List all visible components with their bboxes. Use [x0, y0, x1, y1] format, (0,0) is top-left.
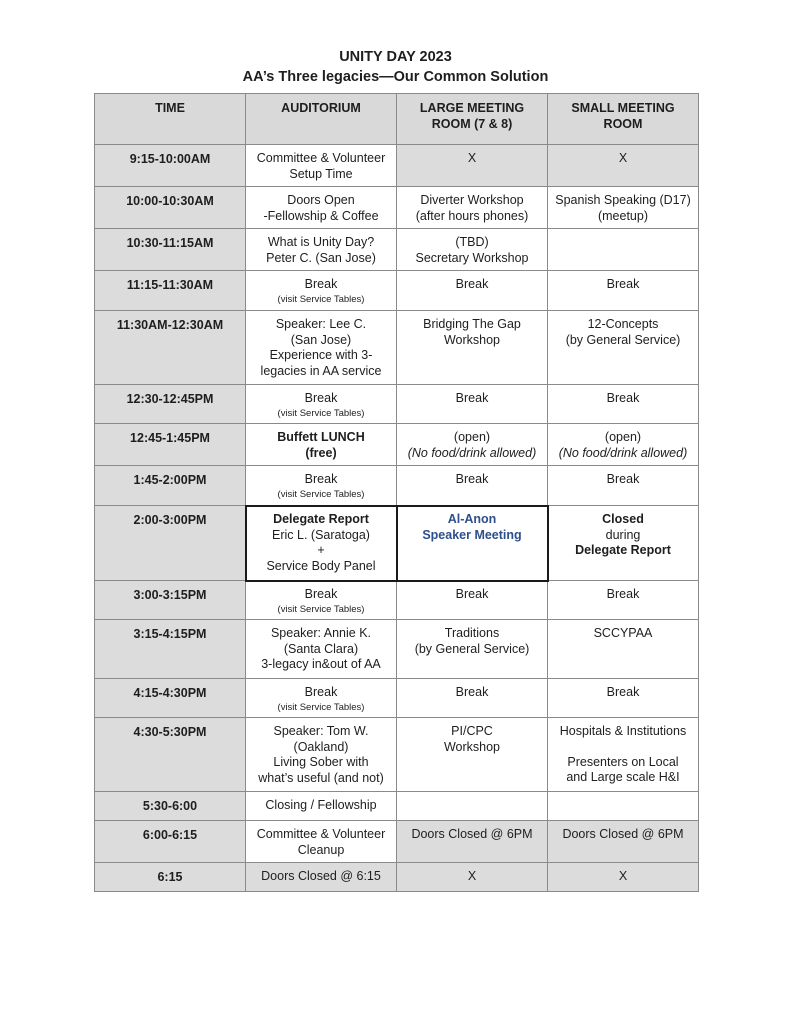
cell-line: What is Unity Day? [267, 235, 375, 249]
small-room-cell [548, 620, 699, 679]
cell-line: Break [455, 587, 489, 601]
service-tables-note: (visit Service Tables) [277, 488, 365, 500]
auditorium-cell [246, 863, 397, 892]
cell-line: Delegate Report [575, 543, 671, 557]
cell-line: Closed [602, 512, 644, 526]
small-room-cell [548, 506, 699, 581]
service-tables-note: (visit Service Tables) [277, 293, 365, 305]
cell-line: Doors Closed @ 6:15 [261, 869, 381, 883]
cell-line: Secretary Workshop [415, 250, 529, 265]
small-room-cell [548, 466, 699, 506]
cell-line: Al-Anon [447, 512, 497, 526]
table-row [95, 581, 699, 620]
large-room-cell [397, 581, 548, 620]
cell-line: Break [304, 587, 338, 601]
auditorium-cell [246, 581, 397, 620]
cell-line: and Large scale H&I [566, 770, 680, 784]
time-slot: 3:00-3:15PM [133, 588, 207, 602]
time-cell [95, 145, 246, 187]
auditorium-cell [246, 679, 397, 718]
document-header [0, 47, 791, 87]
service-tables-note: (visit Service Tables) [277, 603, 365, 615]
large-room-cell [397, 145, 548, 187]
time-cell [95, 620, 246, 679]
table-row [95, 863, 699, 892]
auditorium-cell [246, 271, 397, 311]
cell-line: Delegate Report [273, 512, 369, 526]
cell-line: Cleanup [297, 842, 345, 857]
cell-line: Doors Open [287, 193, 355, 207]
cell-line: Break [455, 391, 489, 405]
time-slot: 6:00-6:15 [142, 828, 198, 842]
cell-line: X [467, 151, 477, 165]
time-cell [95, 821, 246, 863]
time-cell [95, 506, 246, 581]
cell-line: SCCYPAA [593, 626, 653, 640]
cell-line: Break [455, 277, 489, 291]
large-room-cell [397, 620, 548, 679]
cell-line: Speaker: Annie K. [270, 626, 372, 640]
cell-line: Doors Closed @ 6PM [562, 827, 684, 841]
table-row [95, 229, 699, 271]
large-room-cell [397, 792, 548, 821]
small-room-cell [548, 718, 699, 792]
cell-line: Peter C. (San Jose) [266, 250, 376, 265]
cell-line: Break [304, 685, 338, 699]
time-cell [95, 718, 246, 792]
cell-line: Break [606, 587, 640, 601]
small-room-cell [548, 271, 699, 311]
cell-line: Buffett LUNCH [277, 430, 365, 444]
cell-line: PI/CPC [451, 724, 493, 738]
cell-line: Presenters on Local [567, 754, 679, 769]
large-room-cell [397, 679, 548, 718]
auditorium-cell [246, 229, 397, 271]
table-row [95, 718, 699, 792]
cell-line: (by General Service) [565, 332, 681, 347]
header-small-room: SMALL MEETING ROOM [548, 94, 699, 145]
schedule-body [95, 145, 699, 892]
time-slot: 1:45-2:00PM [133, 473, 207, 487]
auditorium-cell [246, 145, 397, 187]
cell-line: Eric L. (Saratoga) [272, 527, 370, 542]
line-spacer [548, 740, 698, 755]
table-row [95, 792, 699, 821]
time-cell [95, 466, 246, 506]
table-row [95, 821, 699, 863]
small-room-cell [548, 424, 699, 466]
time-cell [95, 679, 246, 718]
small-room-cell [548, 385, 699, 424]
cell-line: Speaker Meeting [422, 527, 522, 542]
service-tables-note: (visit Service Tables) [277, 407, 365, 419]
cell-line: legacies in AA service [260, 363, 382, 378]
time-slot: 12:45-1:45PM [130, 431, 210, 445]
time-slot: 5:30-6:00 [142, 799, 198, 813]
time-slot: 3:15-4:15PM [133, 627, 207, 641]
table-row [95, 271, 699, 311]
cell-line: 12-Concepts [587, 317, 659, 331]
auditorium-cell [246, 718, 397, 792]
small-room-cell [548, 863, 699, 892]
cell-line: Committee & Volunteer [256, 827, 386, 841]
cell-line: Living Sober with [273, 755, 369, 769]
time-slot: 10:30-11:15AM [126, 236, 214, 250]
auditorium-cell [246, 821, 397, 863]
time-slot: 11:15-11:30AM [126, 278, 214, 292]
time-slot: 4:15-4:30PM [133, 686, 207, 700]
header-large-room: LARGE MEETING ROOM (7 & 8) [397, 94, 548, 145]
table-row [95, 466, 699, 506]
cell-line: (meetup) [597, 208, 649, 223]
time-cell [95, 581, 246, 620]
cell-line: Closing / Fellowship [265, 798, 377, 812]
cell-line: Speaker: Lee C. [275, 317, 367, 331]
cell-line: Break [606, 277, 640, 291]
large-room-cell [397, 385, 548, 424]
table-row [95, 679, 699, 718]
time-cell [95, 424, 246, 466]
cell-line: Break [606, 685, 640, 699]
time-slot: 12:30-12:45PM [126, 392, 214, 406]
cell-line: X [467, 869, 477, 883]
small-room-cell [548, 229, 699, 271]
cell-line: Workshop [443, 332, 501, 347]
large-room-cell [397, 863, 548, 892]
header-row [95, 94, 699, 145]
time-cell [95, 229, 246, 271]
cell-line: Break [606, 472, 640, 486]
cell-line: (open) [604, 430, 642, 444]
cell-line: Doors Closed @ 6PM [411, 827, 533, 841]
large-room-cell [397, 311, 548, 385]
header-time: TIME [95, 94, 246, 145]
cell-line: X [618, 869, 628, 883]
cell-line: (free) [305, 445, 337, 460]
time-cell [95, 863, 246, 892]
time-slot: 2:00-3:00PM [133, 513, 207, 527]
cell-line: Diverter Workshop [420, 193, 524, 207]
time-cell [95, 792, 246, 821]
cell-line: X [618, 151, 628, 165]
auditorium-cell [246, 466, 397, 506]
time-cell [95, 311, 246, 385]
large-room-cell [397, 187, 548, 229]
small-room-cell [548, 187, 699, 229]
auditorium-cell [246, 424, 397, 466]
table-row [95, 424, 699, 466]
large-room-cell [397, 271, 548, 311]
time-cell [95, 187, 246, 229]
large-room-cell [397, 718, 548, 792]
small-room-cell [548, 792, 699, 821]
small-room-cell [548, 145, 699, 187]
service-tables-note: (visit Service Tables) [277, 701, 365, 713]
cell-line: during [605, 527, 641, 542]
time-slot: 6:15 [157, 870, 183, 884]
cell-line: (open) [453, 430, 491, 444]
cell-line: (TBD) [455, 235, 489, 249]
cell-line: -Fellowship & Coffee [263, 208, 379, 223]
cell-line: Experience with 3- [269, 348, 373, 362]
auditorium-cell [246, 311, 397, 385]
cell-line: Break [606, 391, 640, 405]
cell-line: Committee & Volunteer [256, 151, 386, 165]
cell-line: Break [455, 685, 489, 699]
time-cell [95, 385, 246, 424]
cell-line: Break [304, 391, 338, 405]
time-slot: 11:30AM-12:30AM [116, 318, 224, 332]
time-slot: 10:00-10:30AM [126, 194, 214, 208]
large-room-cell [397, 821, 548, 863]
small-room-cell [548, 581, 699, 620]
cell-line: (Oakland) [293, 739, 349, 754]
cell-line: Break [455, 472, 489, 486]
cell-line: Spanish Speaking (D17) [555, 193, 691, 207]
auditorium-cell [246, 385, 397, 424]
cell-line: (Santa Clara) [283, 641, 359, 656]
cell-line: + [317, 543, 325, 557]
cell-line: Workshop [443, 739, 501, 754]
auditorium-cell [246, 620, 397, 679]
schedule-table [94, 93, 699, 892]
time-cell [95, 271, 246, 311]
cell-line: Speaker: Tom W. [273, 724, 369, 738]
time-slot: 4:30-5:30PM [133, 725, 207, 739]
document-subtitle: AA’s Three legacies—Our Common Solution [242, 69, 549, 85]
cell-line: Hospitals & Institutions [559, 724, 687, 738]
cell-line: (No food/drink allowed) [407, 445, 537, 460]
time-slot: 9:15-10:00AM [129, 152, 211, 166]
cell-line: Bridging The Gap [423, 317, 521, 331]
table-row [95, 145, 699, 187]
cell-line: Break [304, 472, 338, 486]
auditorium-cell [246, 792, 397, 821]
cell-line: what’s useful (and not) [258, 770, 384, 785]
document-title: UNITY DAY 2023 [339, 49, 452, 65]
large-room-cell [397, 424, 548, 466]
small-room-cell [548, 821, 699, 863]
table-row [95, 506, 699, 581]
large-room-cell [397, 229, 548, 271]
cell-line: (No food/drink allowed) [558, 445, 688, 460]
cell-line: (by General Service) [414, 641, 530, 656]
large-room-cell [397, 466, 548, 506]
auditorium-cell [246, 506, 397, 581]
cell-line: Service Body Panel [266, 558, 376, 573]
cell-line: Traditions [444, 626, 500, 640]
cell-line: (after hours phones) [415, 208, 529, 223]
table-row [95, 187, 699, 229]
cell-line: (San Jose) [290, 332, 352, 347]
auditorium-cell [246, 187, 397, 229]
small-room-cell [548, 311, 699, 385]
table-row [95, 385, 699, 424]
large-room-cell [397, 506, 548, 581]
table-row [95, 620, 699, 679]
header-auditorium: AUDITORIUM [246, 94, 397, 145]
table-row [95, 311, 699, 385]
cell-line: 3-legacy in&out of AA [261, 657, 381, 671]
small-room-cell [548, 679, 699, 718]
cell-line: Break [304, 277, 338, 291]
cell-line: Setup Time [289, 166, 353, 181]
